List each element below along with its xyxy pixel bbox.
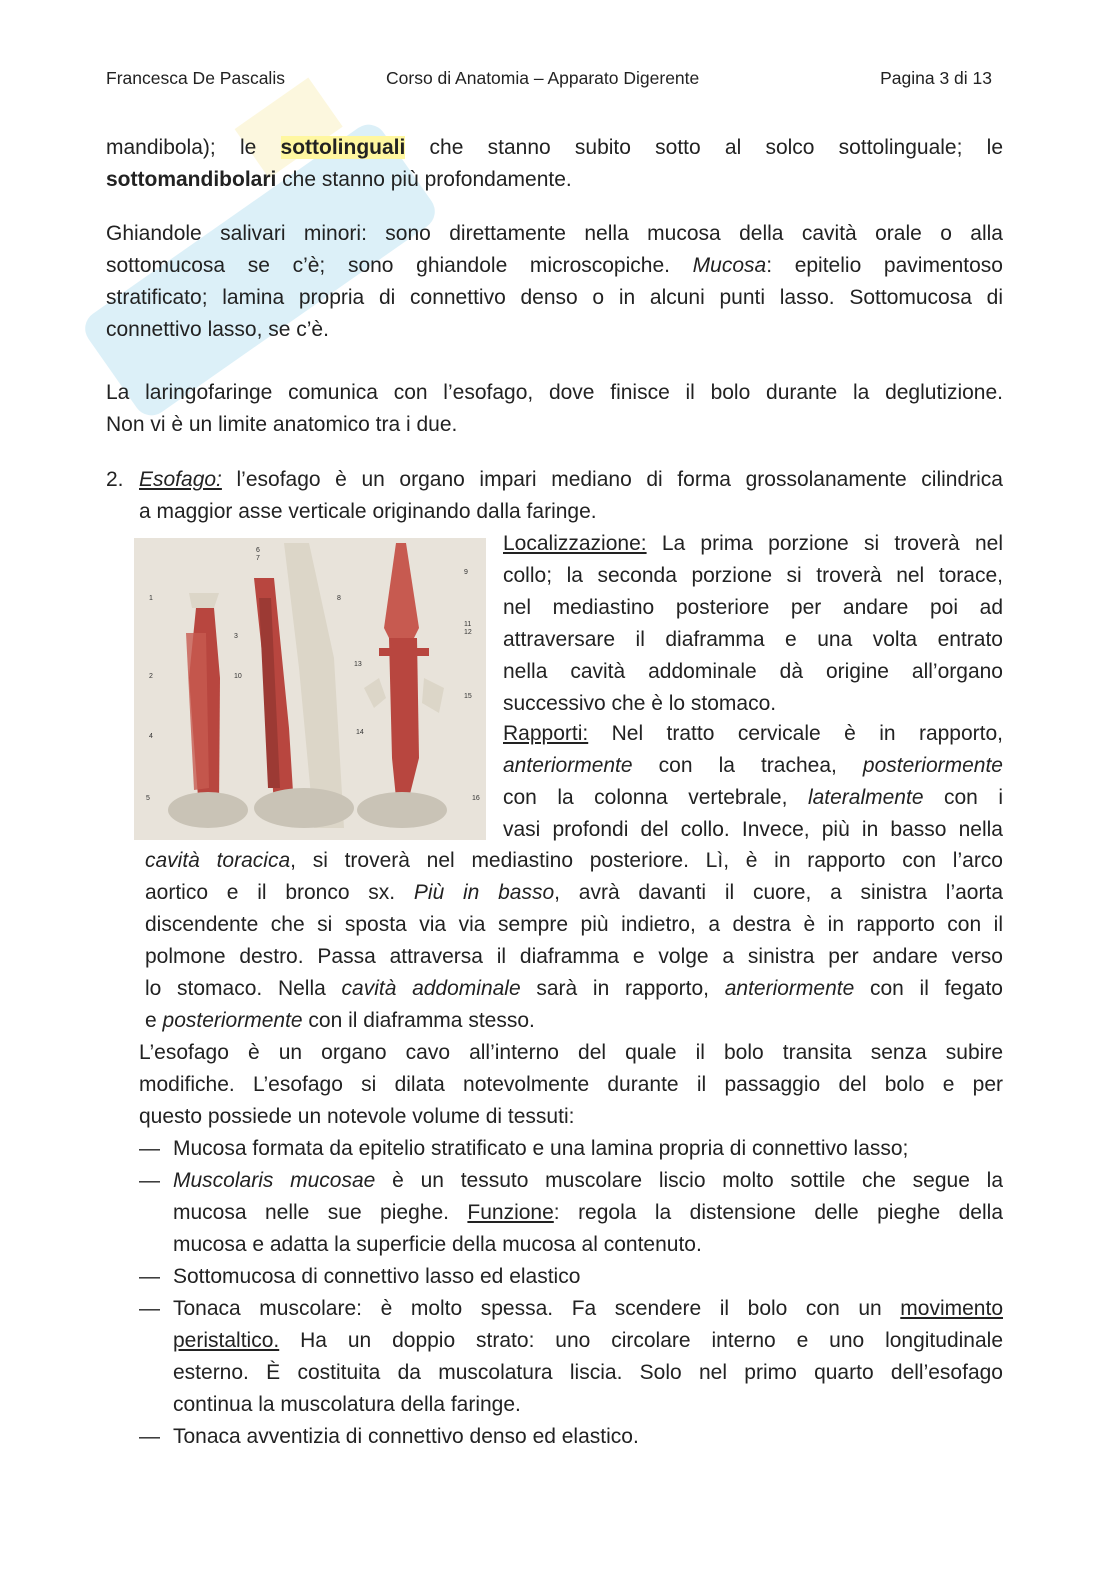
text-line: nel mediastino posteriore per andare poi ad bbox=[503, 596, 1003, 619]
paragraph-localizzazione bbox=[503, 528, 1003, 720]
list-item bbox=[139, 1133, 1003, 1165]
esophagus-anatomy-figure bbox=[134, 538, 486, 840]
paragraph-organo-cavo bbox=[139, 1037, 1003, 1133]
text-line: peristaltico. Ha un doppio strato: uno circolare interno e uno longitudinale bbox=[173, 1329, 1003, 1352]
list-number: 2. bbox=[106, 468, 124, 491]
text-line: Ghiandole salivari minori: sono direttamente nella mucosa della cavità orale o alla bbox=[106, 222, 1003, 245]
figure-label: 8 bbox=[337, 595, 341, 602]
text-line: modifiche. L’esofago si dilata notevolmente durante il passaggio del bolo e per bbox=[139, 1073, 1003, 1096]
text-line: esterno. È costituita da muscolatura liscia. Solo nel primo quarto dell’esofago bbox=[173, 1361, 1003, 1384]
text-line: vasi profondi del collo. Invece, più in basso nella bbox=[503, 818, 1003, 841]
figure-label: 3 bbox=[234, 633, 238, 640]
text-line: mucosa e adatta la superficie della mucosa al contenuto. bbox=[173, 1233, 702, 1256]
text-line: Mucosa formata da epitelio stratificato e una lamina propria di connettivo lasso; bbox=[173, 1137, 909, 1160]
figure-label: 2 bbox=[149, 673, 153, 680]
figure-label: 7 bbox=[256, 555, 260, 562]
list-item bbox=[139, 1165, 1003, 1261]
text-line: Tonaca avventizia di connettivo denso ed elastico. bbox=[173, 1425, 639, 1448]
figure-label: 15 bbox=[464, 693, 472, 700]
text-line: L’esofago è un organo cavo all’interno del quale il bolo transita senza subire bbox=[139, 1041, 1003, 1064]
text-line: Tonaca muscolare: è molto spessa. Fa scendere il bolo con un movimento bbox=[173, 1297, 1003, 1320]
header-page-number: Pagina 3 di 13 bbox=[880, 68, 992, 88]
page-header bbox=[106, 68, 992, 92]
figure-label: 13 bbox=[354, 661, 362, 668]
figure-label: 4 bbox=[149, 733, 153, 740]
text-line: lo stomaco. Nella cavità addominale sarà in rapporto, anteriormente con il fegato bbox=[145, 977, 1003, 1000]
text-line: polmone destro. Passa attraversa il diaframma e volge a sinistra per andare verso bbox=[145, 945, 1003, 968]
text-line: Localizzazione: La prima porzione si troverà nel bbox=[503, 532, 1003, 555]
text-line: Sottomucosa di connettivo lasso ed elastico bbox=[173, 1265, 581, 1288]
header-course: Corso di Anatomia – Apparato Digerente bbox=[386, 68, 700, 88]
figure-label: 1 bbox=[149, 595, 153, 602]
figure-label: 14 bbox=[356, 729, 364, 736]
paragraph-laringofaringe bbox=[106, 377, 1003, 441]
text-line: discendente che si sposta via via sempre più indietro, a destra è in rapporto con il bbox=[145, 913, 1003, 936]
figure-label: 6 bbox=[256, 547, 260, 554]
text-line: Esofago: l’esofago è un organo impari mediano di forma grossolanamente cilindrica bbox=[139, 468, 1003, 491]
text-line: mandibola); le sottolinguali che stanno subito sotto al solco sottolinguale; le bbox=[106, 136, 1003, 159]
text-line: sottomandibolari che stanno più profondamente. bbox=[106, 168, 572, 191]
dash-bullet: — bbox=[139, 1265, 160, 1288]
paragraph-ghiandole-maggiori bbox=[106, 132, 1003, 196]
figure-label: 12 bbox=[464, 629, 472, 636]
text-line: collo; la seconda porzione si troverà nel torace, bbox=[503, 564, 1003, 587]
paragraph-ghiandole-minori bbox=[106, 218, 1003, 346]
list-item bbox=[139, 1421, 1003, 1453]
text-line: sottomucosa se c’è; sono ghiandole microscopiche. Mucosa: epitelio pavimentoso bbox=[106, 254, 1003, 277]
dash-bullet: — bbox=[139, 1297, 160, 1320]
text-line: stratificato; lamina propria di connettivo denso o in alcuni punti lasso. Sottomucosa di bbox=[106, 286, 1003, 309]
list-item bbox=[139, 1293, 1003, 1421]
dash-bullet: — bbox=[139, 1169, 160, 1192]
text-line: Rapporti: Nel tratto cervicale è in rapporto, bbox=[503, 722, 1003, 745]
tissue-layers-list bbox=[139, 1133, 1003, 1453]
figure-label: 5 bbox=[146, 795, 150, 802]
figure-label: 11 bbox=[464, 621, 472, 628]
paragraph-rapporti bbox=[503, 718, 1003, 846]
header-author: Francesca De Pascalis bbox=[106, 68, 285, 88]
text-line: aortico e il bronco sx. Più in basso, avrà davanti il cuore, a sinistra l’aorta bbox=[145, 881, 1003, 904]
dash-bullet: — bbox=[139, 1425, 160, 1448]
text-line: attraversare il diaframma e una volta entrato bbox=[503, 628, 1003, 651]
figure-label: 9 bbox=[464, 569, 468, 576]
list-item bbox=[139, 1261, 1003, 1293]
figure-label: 16 bbox=[472, 795, 480, 802]
text-line: connettivo lasso, se c’è. bbox=[106, 318, 329, 341]
text-line: con la colonna vertebrale, lateralmente con i bbox=[503, 786, 1003, 809]
text-line: nella cavità addominale dà origine all’organo bbox=[503, 660, 1003, 683]
text-line: La laringofaringe comunica con l’esofago, dove finisce il bolo durante la deglutizione. bbox=[106, 381, 1003, 404]
text-line: a maggior asse verticale originando dalla faringe. bbox=[139, 500, 597, 523]
dash-bullet: — bbox=[139, 1137, 160, 1160]
text-line: Non vi è un limite anatomico tra i due. bbox=[106, 413, 458, 436]
text-line: questo possiede un notevole volume di tessuti: bbox=[139, 1105, 575, 1128]
text-line: successivo che è lo stomaco. bbox=[503, 692, 777, 715]
figure-label: 10 bbox=[234, 673, 242, 680]
text-line: cavità toracica, si troverà nel mediastino posteriore. Lì, è in rapporto con l’arco bbox=[145, 849, 1003, 872]
text-line: Muscolaris mucosae è un tessuto muscolare liscio molto sottile che segue la bbox=[173, 1169, 1003, 1192]
text-line: anteriormente con la trachea, posteriormente bbox=[503, 754, 1003, 777]
paragraph-rapporti-continued bbox=[145, 845, 1003, 1037]
text-line: mucosa nelle sue pieghe. Funzione: regola la distensione delle pieghe della bbox=[173, 1201, 1003, 1224]
text-line: continua la muscolatura della faringe. bbox=[173, 1393, 521, 1416]
list-item-esofago bbox=[106, 464, 1003, 528]
text-line: e posteriormente con il diaframma stesso. bbox=[145, 1009, 535, 1032]
